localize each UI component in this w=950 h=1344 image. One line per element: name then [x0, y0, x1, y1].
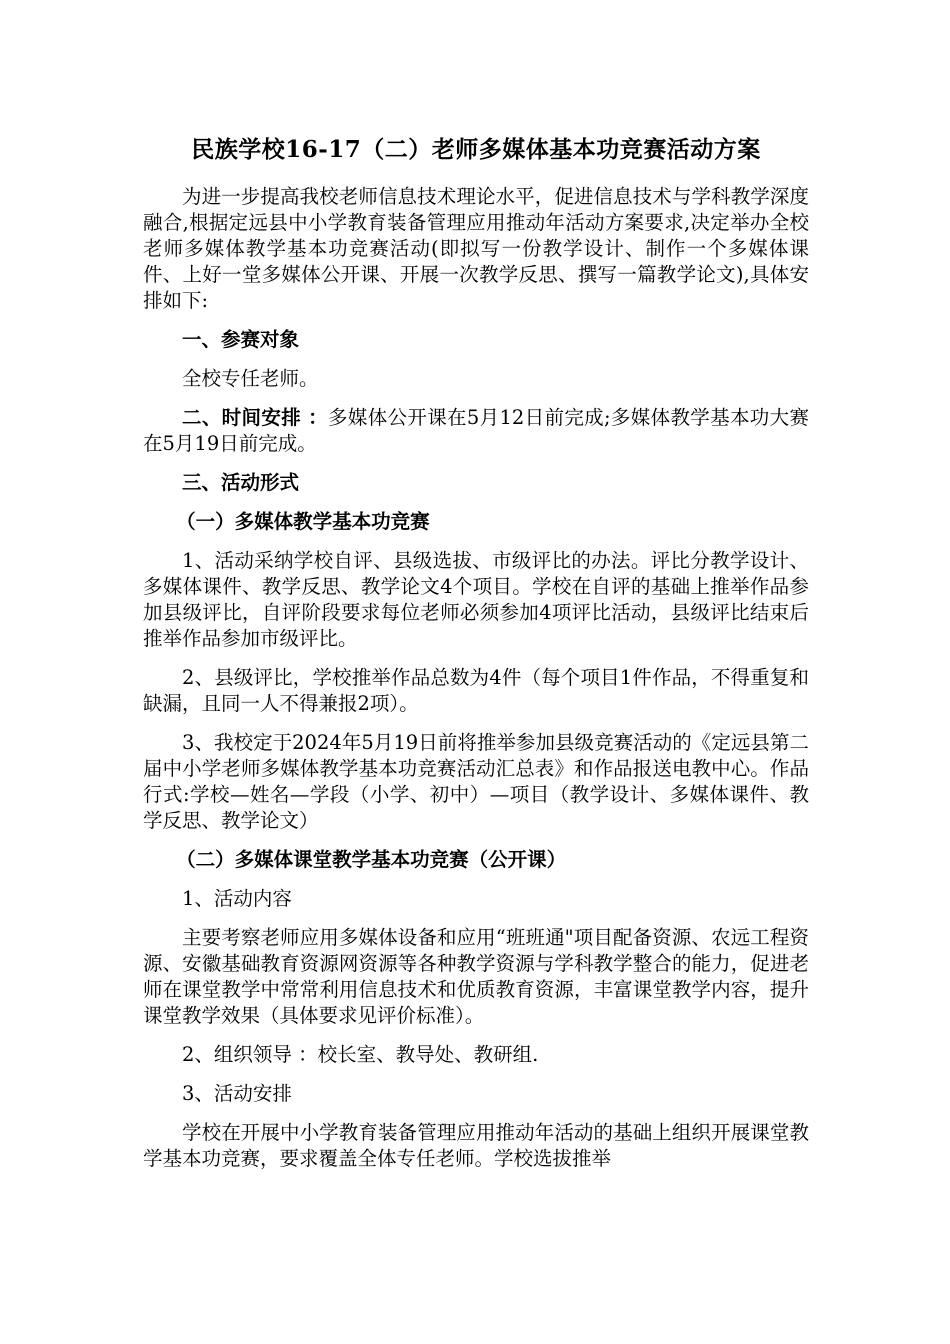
basic-skills-paragraph-1: 1、活动采纳学校自评、县级选拔、市级评比的办法。评比分教学设计、多媒体课件、教学反思、教学论文4个项目。学校在自评的基础上推举作品参加县级评比，自评阶段要求每位老师必须参加4项评比活动，县级评比结束后推举作品参加市级评比。: [143, 549, 809, 650]
section-heading-format: 三、活动形式: [182, 471, 300, 494]
basic-skills-paragraph-2: 2、县级评比，学校推举作品总数为4件（每个项目1件作品，不得重复和缺漏，且同一人不得兼报2项）。: [143, 666, 809, 715]
participants-paragraph: 全校专任老师。: [182, 367, 319, 390]
section-heading-schedule: 二、时间安排 ：: [182, 406, 329, 429]
section-heading-participants: 一、参赛对象: [182, 328, 300, 351]
open-class-content-paragraph: 主要考察老师应用多媒体设备和应用“班班通"项目配备资源、农远工程资源、安徽基础教育资源网资源等各种教学资源与学科教学整合的能力，促进老师在课堂教学中常常利用信息技术和优质教育资源，丰富课堂教学内容，提升课堂教学效果（具体要求见评价标准）。: [143, 926, 809, 1027]
open-class-item-leadership: 2、组织领导 ：校长室、教导处、教研组.: [182, 1043, 539, 1066]
document-title: 民族学校16-17（二）老师多媒体基本功竞赛活动方案: [191, 136, 761, 163]
schedule-paragraph: [143, 405, 809, 457]
open-class-arrangement-paragraph: 学校在开展中小学教育装备管理应用推动年活动的基础上组织开展课堂教学基本功竞赛，要求覆盖全体专任老师。学校选拔推举: [143, 1121, 809, 1170]
subsection-heading-basic-skills: （一）多媒体教学基本功竞赛: [176, 510, 430, 533]
schedule-text: 多媒体公开课在5月12日前完成;多媒体教学基本功大赛在5月19日前完成。: [143, 406, 809, 455]
open-class-item-arrangement: 3、活动安排: [182, 1082, 292, 1105]
open-class-item-content: 1、活动内容: [182, 887, 292, 910]
intro-paragraph: 为进一步提高我校老师信息技术理论水平，促进信息技术与学科教学深度融合,根据定远县中小学教育装备管理应用推动年活动方案要求,决定举办全校老师多媒体教学基本功竞赛活动(即拟写一份教学设计、制作一个多媒体课件、上好一堂多媒体公开课、开展一次教学反思、撰写一篇教学论文),具体安排如下:: [143, 185, 809, 312]
basic-skills-paragraph-3: 3、我校定于2024年5月19日前将推举参加县级竞赛活动的《定远县第二届中小学老师多媒体教学基本功竞赛活动汇总表》和作品报送电教中心。作品行式:学校—姓名—学段（小学、初中）—项目（教学设计、多媒体课件、教学反思、教学论文）: [143, 731, 809, 832]
document-body: [143, 130, 809, 1185]
subsection-heading-open-class: （二）多媒体课堂教学基本功竞赛（公开课）: [176, 848, 567, 871]
